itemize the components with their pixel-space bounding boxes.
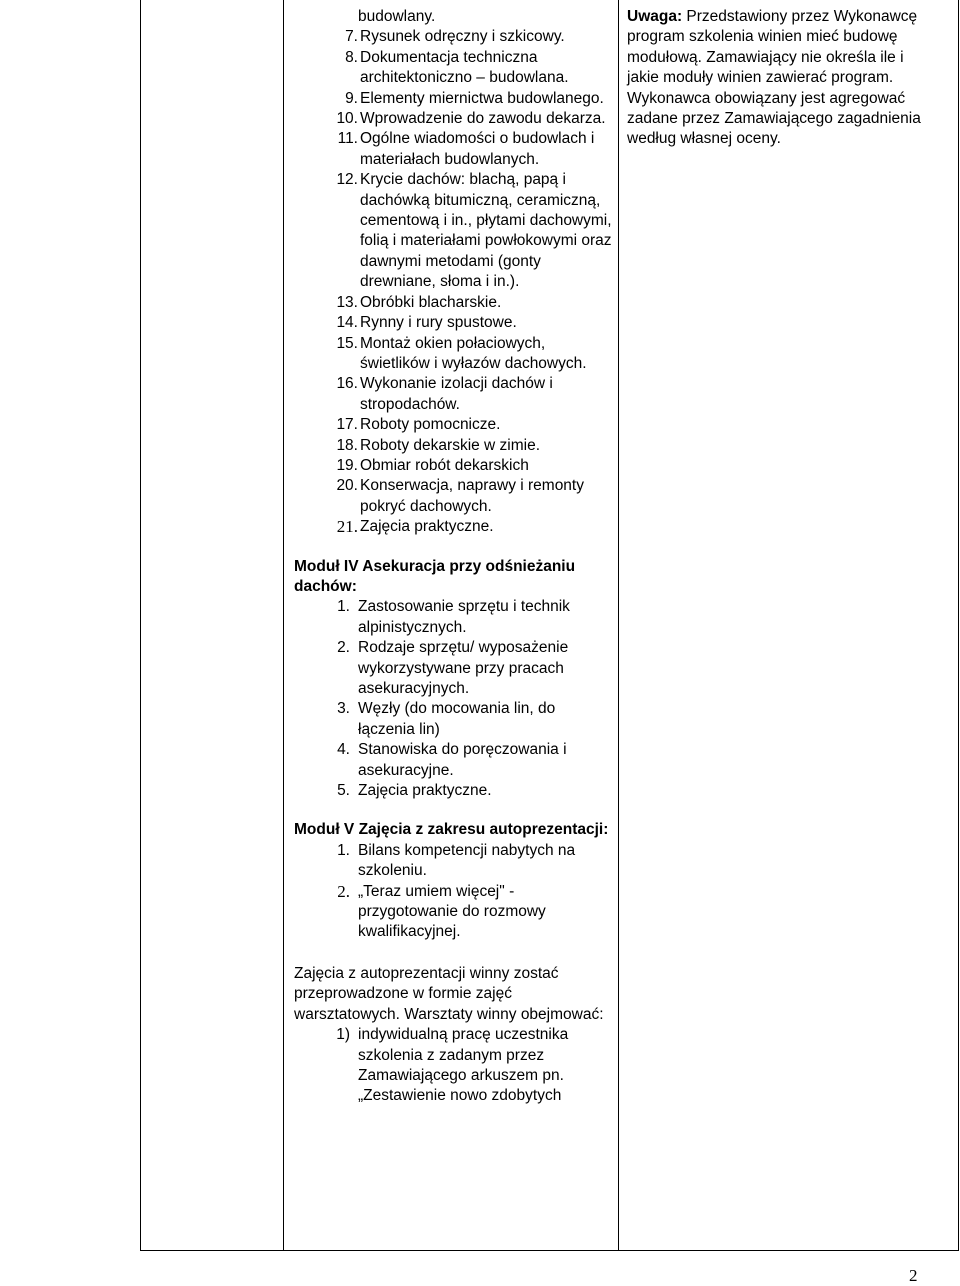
module3-list: [294, 27, 614, 537]
module5-paragraph: Zajęcia z autoprezentacji winny zostać przeprowadzone w formie zajęć warsztatowych. Warsztaty winny obejmować:: [294, 964, 604, 1023]
table-border-col2: [283, 0, 284, 1251]
list-item-number: 7.: [345, 28, 358, 46]
list-item-number: 17.: [336, 416, 358, 434]
list-item-text: Bilans kompetencji nabytych na szkoleniu.: [358, 841, 576, 880]
list-item-text: Zajęcia praktyczne.: [358, 782, 492, 800]
list-item-number: 1): [336, 1026, 350, 1044]
table-border-col3: [618, 0, 619, 1251]
list-item-text: Wprowadzenie do zawodu dekarza.: [360, 110, 606, 128]
table-border-bottom: [140, 1250, 959, 1251]
list-item-text: Obmiar robót dekarskich: [360, 456, 529, 474]
list-item-text: Konserwacja, naprawy i remonty pokryć dachowych.: [360, 477, 584, 515]
list-item: [294, 699, 614, 740]
list-item-text: Krycie dachów: blachą, papą i dachówką bitumiczną, ceramiczną, cementową i in., płytami dachowymi, folią i materiałami powłokowymi oraz dawnymi metodami (gonty drewniane, słoma i in.).: [360, 171, 612, 291]
list-item-number: 18.: [336, 436, 358, 454]
list-item-number: 15.: [336, 334, 358, 352]
list-item: [294, 313, 614, 333]
list-item: [294, 1025, 614, 1107]
list-item-number: 20.: [336, 477, 358, 495]
list-item-number: 14.: [336, 314, 358, 332]
list-item-text: Rysunek odręczny i szkicowy.: [360, 28, 565, 46]
list-item-text: Obróbki blacharskie.: [360, 293, 502, 311]
list-item: [294, 109, 614, 129]
table-border-right: [958, 0, 959, 1251]
list-item-number: 2.: [337, 639, 350, 657]
list-item-number: 9.: [345, 89, 358, 107]
list-item: [294, 415, 614, 435]
table-border-left: [140, 0, 141, 1251]
module5-sublist: [294, 1025, 614, 1107]
list-item-text: Elementy miernictwa budowlanego.: [360, 89, 604, 107]
list-item-number: 1.: [337, 598, 350, 616]
list-item-text: Rodzaje sprzętu/ wyposażenie wykorzystywane przy pracach asekuracyjnych.: [358, 639, 569, 697]
list-item-text: Stanowiska do poręczowania i asekuracyjne.: [358, 741, 567, 779]
list-item: [294, 27, 614, 47]
list-item: [294, 129, 614, 170]
list-item: [294, 293, 614, 313]
list-item-number: 13.: [336, 293, 358, 311]
list-item: [294, 841, 614, 882]
list-item-text: Montaż okien połaciowych, świetlików i wyłazów dachowych.: [360, 334, 587, 372]
list-item-text: Zajęcia praktyczne.: [360, 518, 494, 536]
list-item-number: 19.: [336, 456, 358, 474]
list-item: [294, 882, 614, 943]
module5-heading: Moduł V Zajęcia z zakresu autoprezentacji:: [294, 821, 609, 839]
note-text: Przedstawiony przez Wykonawcę program szkolenia winien mieć budowę modułową. Zamawiający nie określa ile i jakie moduły winien zawierać program. Wykonawca obowiązany jest agregować zadane przez Zamawiającego zagadnienia według własnej oceny.: [627, 8, 921, 148]
module5-list: [294, 841, 614, 943]
list-item: [294, 436, 614, 456]
list-item-number: 21.: [336, 517, 358, 537]
list-item-number: 16.: [336, 375, 358, 393]
list-item: [294, 89, 614, 109]
list-item-text: Roboty pomocnicze.: [360, 416, 501, 434]
list-item-number: 11.: [337, 130, 358, 148]
list-item: [294, 517, 614, 537]
list-item-text: Roboty dekarskie w zimie.: [360, 436, 541, 454]
list-item-text: „Teraz umiem więcej" - przygotowanie do rozmowy kwalifikacyjnej.: [358, 882, 546, 941]
list-item: [294, 334, 614, 375]
note-label: Uwaga:: [627, 8, 683, 25]
list-item-text: Rynny i rury spustowe.: [360, 314, 517, 332]
list-item: [294, 781, 614, 801]
list-item: [294, 476, 614, 517]
list-item-text: indywidualną pracę uczestnika szkolenia z zadanym przez Zamawiającego arkuszem pn. „Zestawienie nowo zdobytych: [358, 1026, 569, 1105]
list-item-text: Wykonanie izolacji dachów i stropodachów.: [360, 375, 553, 413]
program-content: [294, 7, 614, 1107]
list-item: [294, 638, 614, 699]
list-item-number: 4.: [337, 741, 350, 759]
remarks-column: [627, 7, 937, 150]
module4-list: [294, 597, 614, 801]
list-item-number: 8.: [345, 48, 358, 66]
list-continuation: budowlany.: [358, 8, 436, 25]
list-item-number: 10.: [336, 110, 358, 128]
list-item: [294, 48, 614, 89]
list-item: [294, 374, 614, 415]
list-item: [294, 597, 614, 638]
list-item-number: 1.: [337, 841, 350, 859]
list-item-text: Ogólne wiadomości o budowlach i materiałach budowlanych.: [360, 130, 595, 168]
list-item: [294, 456, 614, 476]
list-item-number: 3.: [337, 700, 350, 718]
list-item-number: 5.: [337, 782, 350, 800]
module4-heading: Moduł IV Asekuracja przy odśnieżaniu dachów:: [294, 557, 576, 595]
page-number: 2: [909, 1266, 918, 1285]
list-item-text: Węzły (do mocowania lin, do łączenia lin): [358, 700, 556, 738]
list-item-number: 12.: [336, 171, 358, 189]
list-item: [294, 740, 614, 781]
list-item-number: 2.: [337, 881, 350, 901]
list-item-text: Dokumentacja techniczna architektoniczno – budowlana.: [360, 48, 569, 87]
list-item-text: Zastosowanie sprzętu i technik alpinistycznych.: [358, 598, 570, 636]
list-item: [294, 170, 614, 292]
